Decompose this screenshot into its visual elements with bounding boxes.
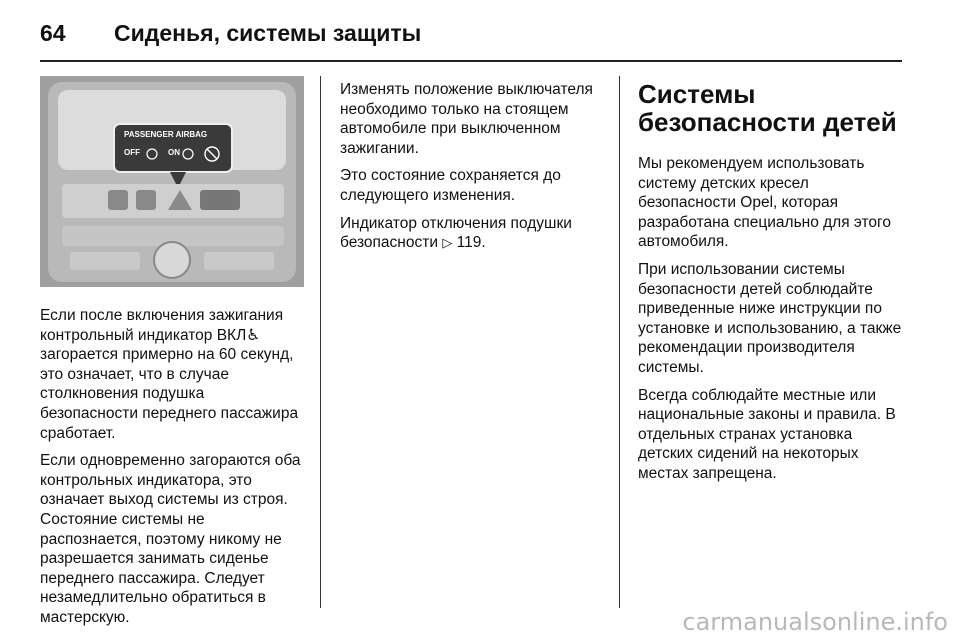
column-divider bbox=[619, 76, 620, 608]
passenger-airbag-on-icon: ♿︎ bbox=[246, 326, 261, 344]
paragraph: Если одновременно загораются оба контрольных индикатора, это означает выход системы из строя. Состояние системы не распознается, поэтому никому не разрешается занимать сиденье переднего пассажира. Следует незамедлительно обратиться в мастерскую. bbox=[40, 452, 301, 626]
figure-label-on: ON bbox=[168, 148, 180, 157]
paragraph: Это состояние сохраняется до следующего изменения. bbox=[340, 167, 561, 204]
column-2 bbox=[340, 80, 605, 261]
column-1 bbox=[40, 306, 305, 636]
paragraph: Всегда соблюдайте местные или национальные законы и правила. В отдельных странах установка детских сидений на некоторых местах запрещена. bbox=[638, 386, 896, 482]
paragraph: При использовании системы безопасности детей соблюдайте приведенные ниже инструкции по установке и использованию, а также рекомендации производителя системы. bbox=[638, 260, 902, 376]
paragraph: Индикатор отключения подушки безопасности ▷ 119. bbox=[340, 214, 572, 252]
page-header bbox=[40, 16, 902, 62]
figure-label-passenger-airbag: PASSENGER AIRBAG bbox=[124, 130, 208, 139]
paragraph: Изменять положение выключателя необходимо только на стоящем автомобиле при выключенном зажигании. bbox=[340, 81, 593, 157]
column-divider bbox=[320, 76, 321, 608]
airbag-indicator-figure bbox=[40, 76, 304, 287]
figure-label-off: OFF bbox=[124, 148, 140, 157]
watermark: carmanualsonline.info bbox=[682, 608, 948, 636]
header-rule bbox=[40, 60, 902, 62]
page-number: 64 bbox=[40, 20, 66, 46]
page-reference-arrow-icon: ▷ bbox=[442, 235, 453, 251]
paragraph: Мы рекомендуем использовать систему детских кресел безопасности Opel, которая разработана специально для этого автомобиля. bbox=[638, 155, 891, 251]
page-reference-link[interactable]: 119. bbox=[456, 234, 486, 252]
section-heading: Системы безопасности детей bbox=[638, 79, 897, 137]
paragraph: Если после включения зажигания контрольный индикатор ВКЛ♿︎ загорается примерно на 60 секунд, это означает, что в случае столкновения подушка безопасности переднего пассажира сработает. bbox=[40, 307, 299, 442]
column-3 bbox=[638, 80, 903, 492]
chapter-title: Сиденья, системы защиты bbox=[114, 20, 422, 46]
